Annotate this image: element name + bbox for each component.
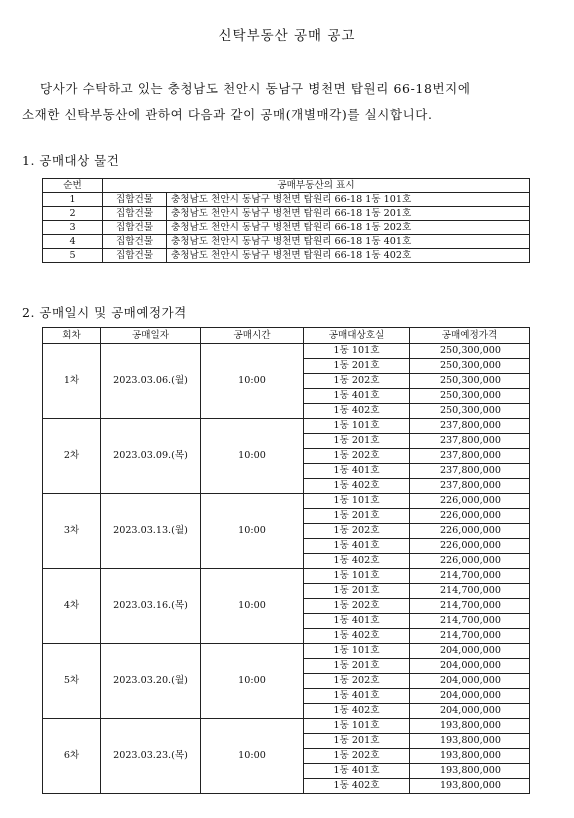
auction-unit: 1동 401호 (304, 539, 410, 554)
auction-price: 237,800,000 (410, 449, 530, 464)
auction-unit: 1동 401호 (304, 464, 410, 479)
auction-unit: 1동 202호 (304, 749, 410, 764)
property-address: 충청남도 천안시 동남구 병천면 탑원리 66-18 1동 101호 (167, 193, 530, 207)
property-type: 집합건물 (103, 221, 167, 235)
property-type: 집합건물 (103, 193, 167, 207)
property-no: 5 (43, 249, 103, 263)
property-row (43, 221, 530, 235)
auction-row (43, 344, 530, 359)
auction-row (43, 419, 530, 434)
auction-date: 2023.03.09.(목) (101, 419, 201, 494)
auction-date: 2023.03.23.(목) (101, 719, 201, 794)
auction-unit: 1동 401호 (304, 389, 410, 404)
document-title: 신탁부동산 공매 공고 (218, 28, 356, 44)
auction-unit: 1동 401호 (304, 764, 410, 779)
auction-price: 204,000,000 (410, 674, 530, 689)
header-property: 공매부동산의 표시 (103, 179, 530, 193)
property-no: 1 (43, 193, 103, 207)
auction-unit: 1동 402호 (304, 779, 410, 794)
property-address: 충청남도 천안시 동남구 병천면 탑원리 66-18 1동 202호 (167, 221, 530, 235)
auction-price: 226,000,000 (410, 554, 530, 569)
auction-unit: 1동 201호 (304, 734, 410, 749)
auction-unit: 1동 201호 (304, 584, 410, 599)
auction-price: 193,800,000 (410, 749, 530, 764)
auction-price: 250,300,000 (410, 404, 530, 419)
auction-unit: 1동 202호 (304, 674, 410, 689)
auction-schedule-table (42, 327, 530, 794)
property-row (43, 235, 530, 249)
auction-unit: 1동 101호 (304, 419, 410, 434)
header-no: 순번 (43, 179, 103, 193)
auction-round: 2차 (43, 419, 101, 494)
auction-round: 6차 (43, 719, 101, 794)
auction-table-header (43, 328, 530, 344)
auction-price: 237,800,000 (410, 419, 530, 434)
property-type: 집합건물 (103, 249, 167, 263)
property-table (42, 178, 530, 263)
auction-price: 226,000,000 (410, 524, 530, 539)
auction-unit: 1동 401호 (304, 689, 410, 704)
auction-round: 5차 (43, 644, 101, 719)
auction-unit: 1동 201호 (304, 434, 410, 449)
property-address: 충청남도 천안시 동남구 병천면 탑원리 66-18 1동 401호 (167, 235, 530, 249)
auction-price: 193,800,000 (410, 719, 530, 734)
auction-row (43, 719, 530, 734)
auction-price: 237,800,000 (410, 434, 530, 449)
auction-row (43, 644, 530, 659)
auction-time: 10:00 (201, 344, 304, 419)
auction-unit: 1동 101호 (304, 344, 410, 359)
auction-time: 10:00 (201, 419, 304, 494)
auction-price: 204,000,000 (410, 644, 530, 659)
auction-unit: 1동 202호 (304, 374, 410, 389)
auction-price: 214,700,000 (410, 629, 530, 644)
header-date: 공매일자 (101, 328, 201, 344)
auction-price: 204,000,000 (410, 704, 530, 719)
auction-time: 10:00 (201, 719, 304, 794)
auction-time: 10:00 (201, 644, 304, 719)
auction-unit: 1동 201호 (304, 359, 410, 374)
section1-heading: 1. 공매대상 물건 (22, 153, 120, 168)
auction-round: 1차 (43, 344, 101, 419)
auction-price: 250,300,000 (410, 359, 530, 374)
auction-price: 214,700,000 (410, 569, 530, 584)
auction-price: 250,300,000 (410, 389, 530, 404)
auction-unit: 1동 101호 (304, 644, 410, 659)
property-type: 집합건물 (103, 207, 167, 221)
auction-price: 214,700,000 (410, 614, 530, 629)
auction-unit: 1동 402호 (304, 704, 410, 719)
auction-price: 204,000,000 (410, 689, 530, 704)
property-row (43, 249, 530, 263)
auction-unit: 1동 202호 (304, 449, 410, 464)
auction-unit: 1동 202호 (304, 524, 410, 539)
header-time: 공매시간 (201, 328, 304, 344)
auction-unit: 1동 101호 (304, 569, 410, 584)
auction-unit: 1동 101호 (304, 494, 410, 509)
property-no: 4 (43, 235, 103, 249)
property-address: 충청남도 천안시 동남구 병천면 탑원리 66-18 1동 402호 (167, 249, 530, 263)
auction-time: 10:00 (201, 494, 304, 569)
section2-heading: 2. 공매일시 및 공매예정가격 (22, 305, 187, 320)
property-type: 집합건물 (103, 235, 167, 249)
auction-unit: 1동 201호 (304, 509, 410, 524)
property-row (43, 207, 530, 221)
auction-price: 214,700,000 (410, 584, 530, 599)
auction-price: 193,800,000 (410, 779, 530, 794)
auction-date: 2023.03.20.(월) (101, 644, 201, 719)
auction-price: 214,700,000 (410, 599, 530, 614)
header-price: 공매예정가격 (410, 328, 530, 344)
property-row (43, 193, 530, 207)
auction-price: 250,300,000 (410, 344, 530, 359)
auction-row (43, 494, 530, 509)
auction-date: 2023.03.06.(월) (101, 344, 201, 419)
auction-unit: 1동 402호 (304, 554, 410, 569)
auction-price: 237,800,000 (410, 464, 530, 479)
auction-round: 4차 (43, 569, 101, 644)
header-unit: 공매대상호실 (304, 328, 410, 344)
auction-unit: 1동 402호 (304, 629, 410, 644)
intro-line-2: 소재한 신탁부동산에 관하여 다음과 같이 공매(개별매각)를 실시합니다. (22, 107, 433, 122)
intro-line-1: 당사가 수탁하고 있는 충청남도 천안시 동남구 병천면 탑원리 66-18번지에 (40, 81, 471, 96)
auction-date: 2023.03.13.(월) (101, 494, 201, 569)
property-no: 2 (43, 207, 103, 221)
auction-date: 2023.03.16.(목) (101, 569, 201, 644)
auction-unit: 1동 401호 (304, 614, 410, 629)
auction-price: 250,300,000 (410, 374, 530, 389)
auction-unit: 1동 402호 (304, 479, 410, 494)
property-address: 충청남도 천안시 동남구 병천면 탑원리 66-18 1동 201호 (167, 207, 530, 221)
property-no: 3 (43, 221, 103, 235)
intro-paragraph (22, 76, 562, 128)
auction-time: 10:00 (201, 569, 304, 644)
auction-unit: 1동 201호 (304, 659, 410, 674)
auction-price: 237,800,000 (410, 479, 530, 494)
auction-price: 226,000,000 (410, 509, 530, 524)
auction-price: 193,800,000 (410, 764, 530, 779)
property-table-header (43, 179, 530, 193)
auction-row (43, 569, 530, 584)
auction-price: 193,800,000 (410, 734, 530, 749)
auction-unit: 1동 101호 (304, 719, 410, 734)
header-round: 회차 (43, 328, 101, 344)
auction-price: 226,000,000 (410, 539, 530, 554)
auction-unit: 1동 202호 (304, 599, 410, 614)
auction-price: 226,000,000 (410, 494, 530, 509)
auction-unit: 1동 402호 (304, 404, 410, 419)
auction-price: 204,000,000 (410, 659, 530, 674)
auction-round: 3차 (43, 494, 101, 569)
